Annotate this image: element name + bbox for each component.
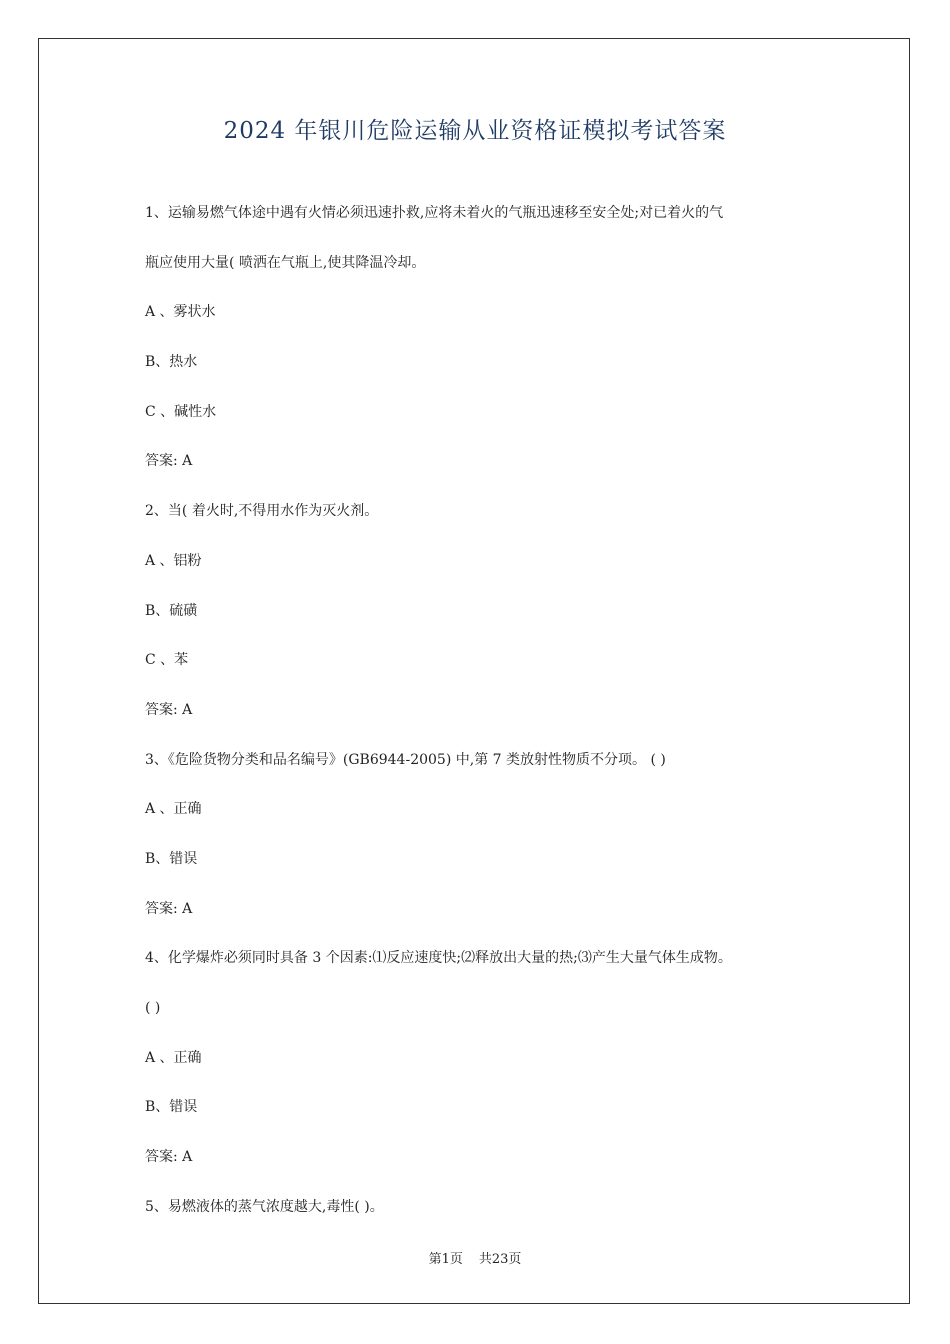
document-title: 2024 年银川危险运输从业资格证模拟考试答案 — [223, 118, 727, 144]
question-4-text-cont: ( ) — [145, 1000, 161, 1016]
question-5-text: 5、易燃液体的蒸气浓度越大,毒性( )。 — [145, 1198, 384, 1215]
question-1-option-b: B、热水 — [145, 354, 198, 371]
question-1-option-a: A 、雾状水 — [145, 304, 216, 321]
page-total: 共23页 — [478, 1252, 522, 1267]
question-1-option-c: C 、碱性水 — [145, 403, 217, 420]
page-number: 第1页 — [428, 1252, 463, 1267]
question-1-text-cont: 瓶应使用大量( 喷洒在气瓶上,使其降温冷却。 — [145, 254, 426, 271]
question-3-text: 3、《危险货物分类和品名编号》(GB6944-2005) 中,第 7 类放射性物质不分项。 ( ) — [145, 751, 666, 768]
question-2-option-a: A 、铝粉 — [145, 552, 202, 569]
question-3-option-a: A 、正确 — [145, 801, 202, 818]
question-2-option-c: C 、苯 — [145, 652, 189, 669]
question-4-option-a: A 、正确 — [145, 1049, 202, 1066]
question-4-option-b: B、错误 — [145, 1099, 198, 1116]
question-2-answer: 答案: A — [145, 701, 193, 718]
question-1-text: 1、运输易燃气体途中遇有火情必须迅速扑救,应将未着火的气瓶迅速移至安全处;对已着火的气 — [145, 205, 724, 221]
document-body — [145, 196, 815, 1239]
question-3-option-b: B、错误 — [145, 850, 198, 867]
question-2-option-b: B、硫磺 — [145, 602, 198, 619]
question-2-text: 2、当( 着火时,不得用水作为灭火剂。 — [145, 503, 379, 520]
question-4-answer: 答案: A — [145, 1149, 193, 1166]
page-footer — [0, 1248, 950, 1267]
question-4-text: 4、化学爆炸必须同时具备 3 个因素:⑴反应速度快;⑵释放出大量的热;⑶产生大量气体生成物。 — [145, 950, 732, 967]
question-1-answer: 答案: A — [145, 453, 193, 470]
question-3-answer: 答案: A — [145, 900, 193, 917]
